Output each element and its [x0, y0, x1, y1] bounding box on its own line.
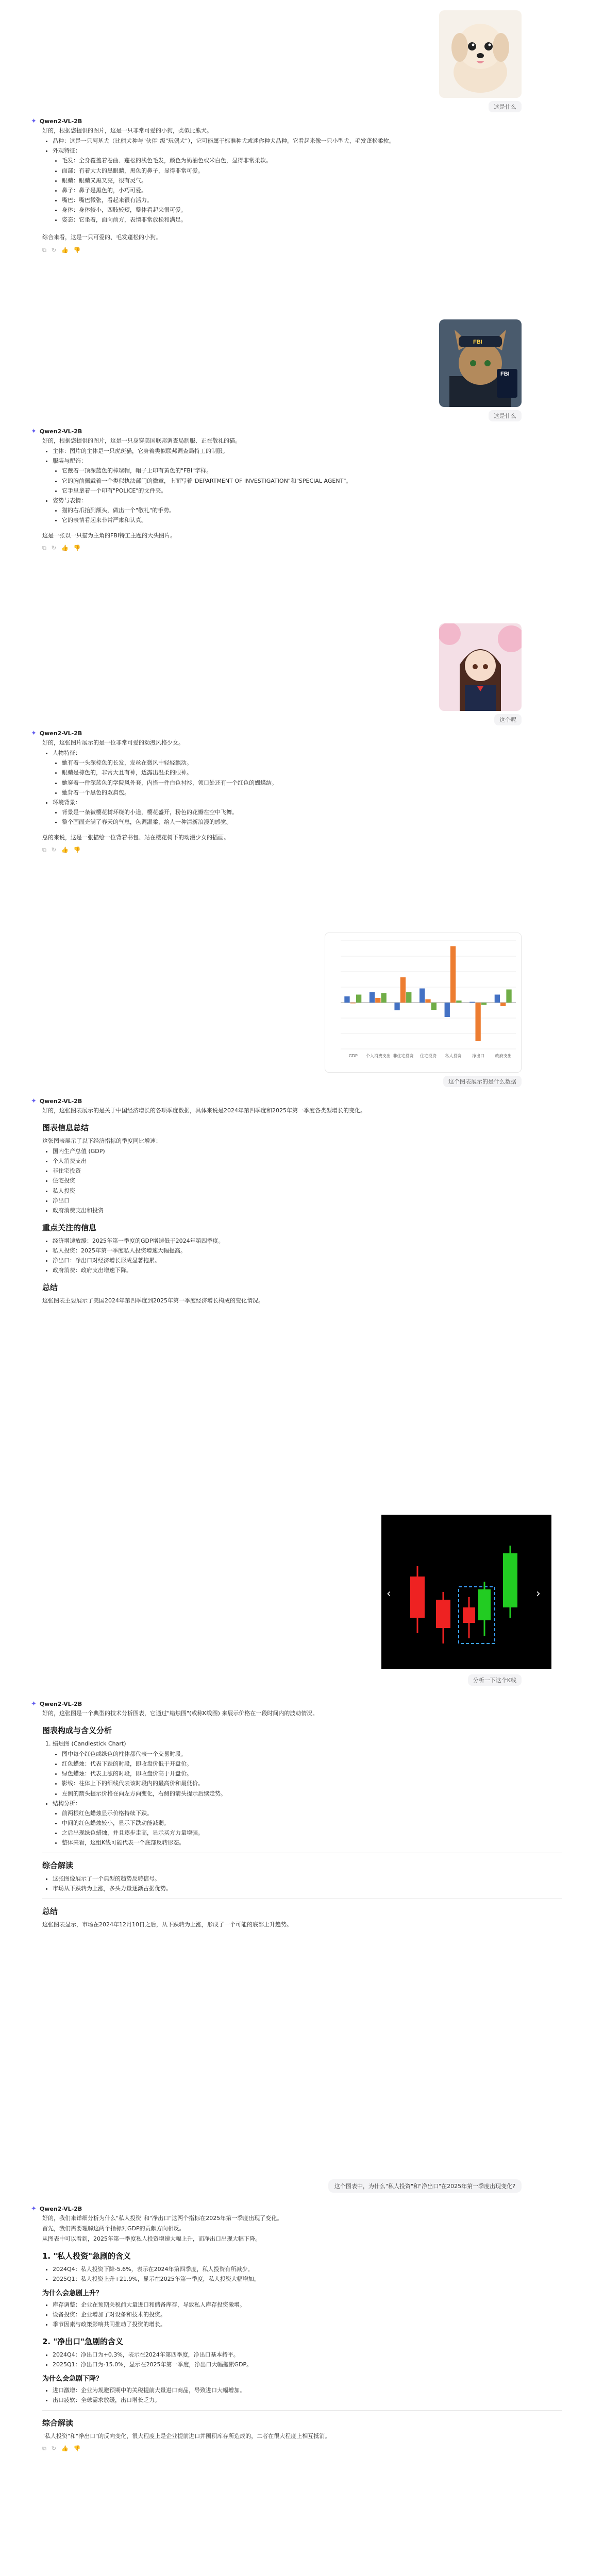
- section-heading: 1. "私人投资"急剧的含义: [42, 2251, 131, 2261]
- bot-line: • 政府消费支出和投资: [53, 1206, 562, 1215]
- bot-line: • 她背着一个黑色的双肩包。: [62, 788, 562, 798]
- bot-line: • 非住宅投资: [53, 1166, 562, 1176]
- bot-line: • 净出口：净出口对经济增长形成显著拖累。: [53, 1256, 562, 1265]
- bot-line: • 鼻子：鼻子是黑色的，小巧可爱。: [62, 186, 562, 195]
- bot-name: Qwen2-VL-2B: [39, 2206, 82, 2212]
- bot-name: Qwen2-VL-2B: [39, 1098, 82, 1105]
- bar-2-2: [406, 992, 411, 1003]
- refresh-icon[interactable]: ↻: [51, 2445, 57, 2452]
- bot-line: • 进口激增：企业为规避预期中的关税提前大量进口商品，导致进口大幅增加。: [53, 2386, 562, 2395]
- user-caption: 这是什么: [489, 410, 522, 421]
- x-tick-label: 政府支出: [495, 1054, 512, 1058]
- copy-icon[interactable]: ⧉: [42, 2445, 46, 2452]
- bot-line: • 左侧的箭头提示价格在向左方向变化，右侧的箭头提示后续走势。: [62, 1789, 562, 1799]
- bot-line: • 私人投资: [53, 1187, 562, 1196]
- bot-intro: 好的，根据您提供的图片，这是一只非常可爱的小狗，类似比熊犬。: [42, 127, 212, 134]
- qwen-logo-icon: ✦: [31, 1097, 37, 1105]
- bot-line: • 设备投资：企业增加了对设备和技术的投资。: [53, 2310, 562, 2319]
- thumb-down-icon[interactable]: 👎: [73, 2445, 81, 2452]
- bot-intro: 好的，根据您提供的图片，这是一只身穿美国联邦调查局制服、正在敬礼的猫。: [42, 437, 241, 444]
- x-tick-label: 私人投资: [445, 1054, 462, 1058]
- x-tick-label: 净出口: [472, 1054, 485, 1058]
- bot-name: Qwen2-VL-2B: [39, 730, 82, 737]
- section-heading: 综合解读: [42, 1861, 74, 1871]
- section-heading: 2. "净出口"急剧的含义: [42, 2337, 123, 2347]
- bar-5-1: [475, 1003, 480, 1041]
- bot-line: 从图表中可以看到，2025年第一季度私人投资增速大幅上升，而净出口出现大幅下降。: [42, 2235, 261, 2243]
- bot-line: • 面部：有着大大的黑眼睛，黑色的鼻子，显得非常可爱。: [62, 166, 562, 176]
- x-tick-label: 住宅投资: [420, 1054, 437, 1058]
- bot-line: • 2024Q4：私人投资下降-5.6%，表示在2024年第四季度，私人投资有所减少。: [53, 2265, 562, 2274]
- thumb-down-icon[interactable]: 👎: [73, 545, 81, 552]
- bar-5-2: [481, 1003, 486, 1005]
- bot-line: • 眼睛是棕色的，非常大且有神，透露出温柔的眼神。: [62, 768, 562, 777]
- fbi-badge-text: FBI: [500, 371, 510, 377]
- bar-4-2: [456, 1001, 461, 1003]
- bot-line: • 2024Q4：净出口为+0.3%，表示在2024年第四季度，净出口基本持平。: [53, 2350, 562, 2360]
- section-heading: 图表构成与含义分析: [42, 1726, 112, 1736]
- bot-line: • 身体：身体较小，四肢较短，整体看起来很可爱。: [62, 206, 562, 215]
- user-image-dog: [439, 10, 522, 98]
- bar-0-1: [350, 1003, 356, 1004]
- user-caption: 这个呢: [494, 714, 522, 725]
- bot-intro: 好的，这张图表展示的是关于中国经济增长的各项季度数据，具体来说是2024年第四季度和2025年第一季度各类型增长的变化。: [42, 1107, 366, 1114]
- thumb-up-icon[interactable]: 👍: [61, 545, 69, 552]
- section-heading: 综合解读: [42, 2418, 74, 2428]
- bot-line: • 她穿着一件深蓝色的学院风外套，内搭一件白色衬衫，领口处还有一个红色的蝴蝶结。: [62, 778, 562, 788]
- bot-intro: 好的，我们来详细分析为什么"私人投资"和"净出口"这两个指标在2025年第一季度出现了变化。: [42, 2215, 283, 2222]
- bot-line: • 整个画面充满了春天的气息，色调温柔，给人一种清新浪漫的感觉。: [62, 818, 562, 827]
- bar-6-0: [495, 995, 500, 1003]
- bot-line: • 经济增速放缓：2025年第一季度的GDP增速低于2024年第四季度。: [53, 1236, 562, 1246]
- bot-name: Qwen2-VL-2B: [39, 118, 82, 125]
- bar-chart: [325, 933, 521, 1072]
- bot-line: • 绿色蜡烛：代表上涨的时段，即收盘价高于开盘价。: [62, 1769, 562, 1778]
- refresh-icon[interactable]: ↻: [51, 545, 57, 552]
- bot-line: • 住宅投资: [53, 1176, 562, 1185]
- bot-line: • 库存调整：企业在预期关税前大量进口和储备库存，导致私人库存投资激增。: [53, 2300, 562, 2310]
- bar-0-2: [356, 995, 361, 1003]
- bar-6-1: [500, 1003, 506, 1006]
- user-image-cat: [439, 319, 522, 407]
- bar-3-2: [431, 1003, 437, 1010]
- section-heading: 图表信息总结: [42, 1123, 89, 1133]
- bot-message-2: [31, 428, 562, 553]
- bot-line: • 姿势与表情：: [53, 496, 562, 505]
- qwen-logo-icon: ✦: [31, 117, 37, 125]
- dog-picture: [439, 10, 522, 98]
- fbi-hat-text: FBI: [473, 339, 482, 345]
- bot-line: • 政府消费：政府支出增速下降。: [53, 1266, 562, 1275]
- bot-line: • 背景是一条被樱花树环绕的小道，樱花盛开，粉色的花瓣在空中飞舞。: [62, 808, 562, 817]
- bot-line: • 主体：图片的主体是一只虎斑猫，它身着类似联邦调查局特工的制服。: [53, 447, 562, 456]
- bot-line: • 图中每个红色或绿色的柱体都代表一个交易时段。: [62, 1750, 562, 1759]
- bot-line: • 季节因素与政策影响共同推动了投资的增长。: [53, 2320, 562, 2329]
- svg-text:‹: ‹: [387, 1587, 391, 1600]
- bar-6-2: [506, 990, 511, 1003]
- bar-4-1: [450, 946, 456, 1003]
- qwen-logo-icon: ✦: [31, 2205, 37, 2213]
- bot-line: • 这张图像展示了一个典型的趋势反转信号。: [53, 1874, 562, 1884]
- sub-heading: 为什么会急剧下降？: [42, 2375, 103, 2383]
- section-heading: 总结: [42, 1907, 58, 1917]
- bot-line: • 整体来看，这组K线可能代表一个底部反转形态。: [62, 1838, 562, 1848]
- bot-name: Qwen2-VL-2B: [39, 428, 82, 435]
- bot-line: • 它的表情看起来非常严肃和认真。: [62, 516, 562, 525]
- thumb-down-icon[interactable]: 👎: [73, 246, 81, 253]
- bot-line: • 服装与配饰：: [53, 456, 562, 466]
- bot-line: • 中间的红色蜡烛较小，显示下跌动能减弱。: [62, 1819, 562, 1828]
- user-caption: 这是什么: [489, 101, 522, 112]
- qwen-logo-icon: ✦: [31, 1700, 37, 1708]
- bot-line: • 2025Q1：净出口为-15.0%，显示在2025年第一季度，净出口大幅拖累GDP。: [53, 2360, 562, 2369]
- bot-message-4: [31, 1097, 562, 1307]
- bot-line: • 2025Q1：私人投资上升+21.9%，显示在2025年第一季度，私人投资大幅增加。: [53, 2275, 562, 2284]
- bar-5-0: [469, 1002, 475, 1003]
- bot-message-3: [31, 730, 562, 855]
- bot-line: • 结构分析：: [53, 1799, 562, 1808]
- bot-message-6: [31, 2205, 562, 2453]
- bot-line: • 眼睛：眼睛又黑又亮，很有灵气。: [62, 176, 562, 185]
- x-tick-label: GDP: [348, 1054, 358, 1058]
- bar-0-0: [344, 996, 349, 1003]
- bot-line: • 姿态：它坐着，面向前方，表情非常放松和满足。: [62, 215, 562, 225]
- svg-text:›: ›: [536, 1587, 541, 1600]
- bot-line: • 她有着一头深棕色的长发，发丝在微风中轻轻飘动。: [62, 758, 562, 768]
- bot-summary: 综合来看，这是一只可爱的、毛发蓬松的小狗。: [42, 234, 161, 241]
- bot-summary: 这是一张以一只猫为主角的FBI特工主题的大头图片。: [42, 532, 176, 539]
- section-heading: 重点关注的信息: [42, 1223, 97, 1233]
- bot-message-1: [31, 117, 562, 255]
- bot-intro: 好的，这张图片展示的是一位非常可爱的动漫风格少女。: [42, 739, 184, 746]
- bot-line: • 出口疲软：全球需求放缓，出口增长乏力。: [53, 2396, 562, 2405]
- bot-intro: 好的，这张图是一个典型的技术分析图表，它通过"蜡烛图"(或称K线图) 来展示价格在一段时间内的波动情况。: [42, 1710, 318, 1717]
- fbi-cat-picture: [439, 319, 522, 407]
- bot-line: • 影线：柱体上下的细线代表该时段内的最高价和最低价。: [62, 1779, 562, 1788]
- user-question: 这个图表中，为什么"私人投资"和"净出口"在2025年第一季度出现变化?: [328, 2179, 522, 2193]
- candlestick-picture: [381, 1515, 551, 1669]
- section-heading: 总结: [42, 1283, 58, 1293]
- thumb-up-icon[interactable]: 👍: [61, 2445, 69, 2452]
- qwen-logo-icon: ✦: [31, 428, 37, 435]
- bot-line: • 红色蜡烛：代表下跌的时段，即收盘价低于开盘价。: [62, 1759, 562, 1769]
- copy-icon[interactable]: ⧉: [42, 246, 46, 253]
- bot-line: • 前两根红色蜡烛显示价格持续下跌。: [62, 1809, 562, 1818]
- bot-line: • 人物特征：: [53, 749, 562, 758]
- bar-1-2: [381, 993, 387, 1003]
- user-image-anime: [439, 623, 522, 711]
- bot-line: • 市场从下跌转为上涨，多头力量逐渐占据优势。: [53, 1884, 562, 1893]
- bot-line: • 品种：这是一只阿基犬（比熊犬种与"伙伴"级"玩偶犬"），它可能属于标准种犬或迷你种犬品种。它看起来像一只小型犬，毛发蓬松柔软。: [53, 137, 562, 146]
- bar-2-1: [400, 977, 406, 1003]
- bot-line: 首先，我们需要理解这两个指标对GDP的贡献方向相反。: [42, 2225, 185, 2232]
- bot-line: • 私人投资：2025年第一季度私人投资增速大幅提高。: [53, 1246, 562, 1256]
- bar-4-0: [445, 1003, 450, 1017]
- bot-line: • 毛发：全身覆盖着卷曲、蓬松的浅色毛发，颜色为奶油色或米白色，显得非常柔软。: [62, 156, 562, 165]
- bot-line: • 环境背景：: [53, 798, 562, 807]
- x-tick-label: 非住宅投资: [393, 1054, 414, 1058]
- bot-line: • 嘴巴：嘴巴微张，看起来很有活力。: [62, 196, 562, 205]
- bot-line: • 它手里拿着一个印有"POLICE"的文件夹。: [62, 486, 562, 496]
- bot-summary: 总的来说，这是一张描绘一位背着书包、站在樱花树下的动漫少女的插画。: [42, 834, 229, 841]
- refresh-icon[interactable]: ↻: [51, 846, 57, 854]
- bot-line: "私人投资"和"净出口"的反向变化，很大程度上是企业提前进口并囤积库存所造成的，二者在很大程度上相互抵消。: [42, 2432, 331, 2439]
- bar-3-0: [420, 989, 425, 1003]
- bot-line: • 猫的右爪抬到额头，做出一个"敬礼"的手势。: [62, 506, 562, 515]
- bot-line: • 国内生产总值 (GDP): [53, 1147, 562, 1156]
- user-image-candlestick: [381, 1515, 551, 1669]
- bot-line: • 它的胸前佩戴着一个类似执法部门的徽章，上面写着"DEPARTMENT OF INVESTIGATION"和"SPECIAL AGENT"。: [62, 477, 562, 486]
- user-image-bar-chart: [325, 933, 522, 1073]
- bar-3-1: [425, 999, 430, 1003]
- copy-icon[interactable]: ⧉: [42, 846, 46, 854]
- bot-line: 这张图表主要展示了美国2024年第四季度到2025年第一季度经济增长构成的变化情况。: [42, 1297, 264, 1304]
- bar-2-0: [394, 1003, 399, 1010]
- user-caption: 这个图表展示的是什么数据: [443, 1076, 522, 1087]
- bar-1-0: [370, 992, 375, 1003]
- thumb-up-icon[interactable]: 👍: [61, 846, 69, 854]
- bot-line: 这张图表展示了以下经济指标的季度同比增速：: [42, 1137, 161, 1144]
- bot-line: • 净出口: [53, 1196, 562, 1206]
- bot-message-5: [31, 1700, 562, 1930]
- bot-line: 这张图表显示，市场在2024年12月10日之后，从下跌转为上涨，形成了一个可能的底部上升趋势。: [42, 1921, 292, 1928]
- user-caption: 分析一下这个K线: [468, 1674, 522, 1686]
- sub-heading: 为什么会急剧上升？: [42, 2290, 103, 2298]
- x-tick-label: 个人消费支出: [365, 1054, 391, 1058]
- bar-1-1: [375, 998, 380, 1003]
- thumb-up-icon[interactable]: 👍: [61, 246, 69, 253]
- anime-girl-picture: [439, 623, 522, 711]
- bot-name: Qwen2-VL-2B: [39, 1701, 82, 1707]
- bot-line: • 之后出现绿色蜡烛，并且逐步走高，显示买方力量增强。: [62, 1828, 562, 1838]
- qwen-logo-icon: ✦: [31, 730, 37, 737]
- bot-line: • 它戴着一顶深蓝色的棒球帽，帽子上印有黄色的"FBI"字样。: [62, 466, 562, 476]
- thumb-down-icon[interactable]: 👎: [73, 846, 81, 854]
- copy-icon[interactable]: ⧉: [42, 545, 46, 552]
- bot-line: 1. 蜡烛图 (Candlestick Chart): [53, 1739, 562, 1749]
- bot-line: • 外观特征：: [53, 146, 562, 156]
- bot-line: • 个人消费支出: [53, 1157, 562, 1166]
- refresh-icon[interactable]: ↻: [51, 246, 57, 253]
